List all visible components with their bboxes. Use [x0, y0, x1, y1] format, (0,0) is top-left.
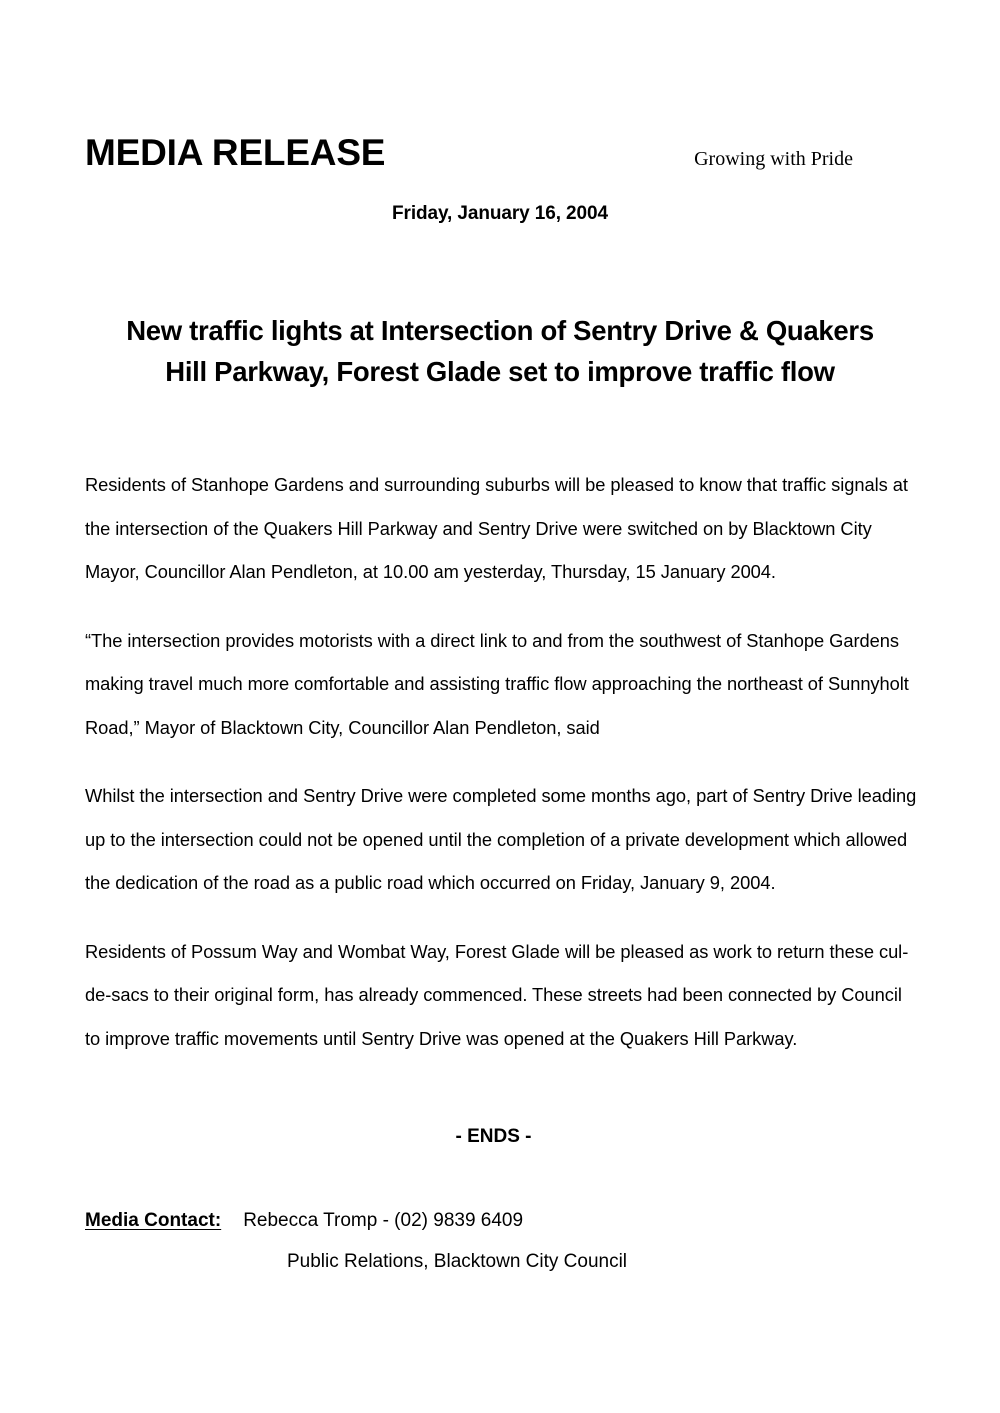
media-contact-label: Media Contact:	[85, 1210, 222, 1231]
media-contact-name-phone: Rebecca Tromp - (02) 9839 6409	[243, 1210, 524, 1231]
ends-marker: - ENDS -	[455, 1126, 532, 1147]
council-tagline: Growing with Pride	[694, 148, 853, 170]
media-contact-department: Public Relations, Blacktown City Council	[287, 1251, 628, 1272]
document-header	[85, 134, 915, 171]
release-date: Friday, January 16, 2004	[392, 203, 608, 224]
body-paragraph: Residents of Possum Way and Wombat Way, Forest Glade will be pleased as work to return these cul-de-sacs to their original form, has already commenced. These streets had been connected by Council to improve traffic movements until Sentry Drive was opened at the Quakers Hill Parkway.	[85, 940, 909, 1049]
media-contact-primary-row	[85, 1200, 919, 1241]
media-contact-block	[85, 1200, 919, 1282]
page-title: New traffic lights at Intersection of Sentry Drive & Quakers Hill Parkway, Forest Glade set to improve traffic flow	[126, 315, 874, 388]
media-contact-secondary-row	[85, 1241, 919, 1282]
masthead-title: MEDIA RELEASE	[85, 132, 386, 173]
body-paragraph: Whilst the intersection and Sentry Drive were completed some months ago, part of Sentry Drive leading up to the intersection could not be opened until the completion of a private development which allowed the dedication of the road as a public road which occurred on Friday, January 9, 2004.	[85, 785, 917, 893]
body-content	[85, 463, 919, 1060]
body-paragraph: Residents of Stanhope Gardens and surrounding suburbs will be pleased to know that traffic signals at the intersection of the Quakers Hill Parkway and Sentry Drive were switched on by Blacktown City Mayor, Councillor Alan Pendleton, at 10.00 am yesterday, Thursday, 15 January 2004.	[85, 474, 908, 582]
body-paragraph: “The intersection provides motorists with a direct link to and from the southwest of Stanhope Gardens making travel much more comfortable and assisting traffic flow approaching the northeast of Sunnyholt Road,” Mayor of Blacktown City, Councillor Alan Pendleton, said	[85, 629, 909, 738]
